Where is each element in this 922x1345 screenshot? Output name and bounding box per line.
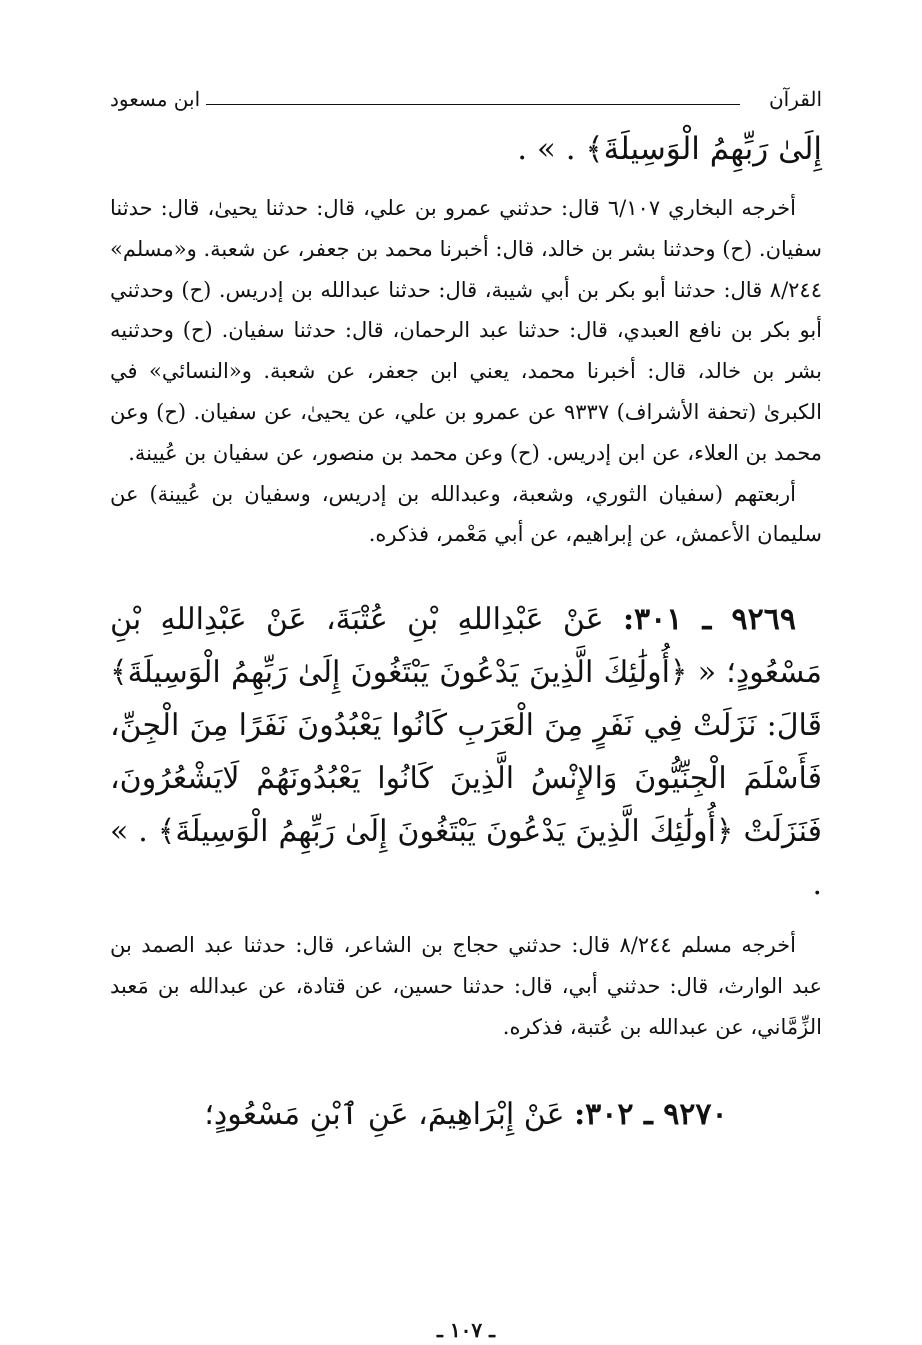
header-rule [206,104,740,105]
quran-verse-continuation: إِلَىٰ رَبِّهِمُ الْوَسِيلَةَ﴾ . » . [517,131,822,167]
header-author-name: ابن مسعود [110,87,201,111]
hadith-text: عَنْ عَبْدِاللهِ بْنِ عُتْبَةَ، عَنْ عَبْدِاللهِ بْنِ مَسْعُودٍ؛ « ﴿أُولَٰئِكَ الَّذِينَ يَدْعُونَ يَبْتَغُونَ إِلَىٰ رَبِّهِمُ الْوَسِيلَةَ﴾ قَالَ: نَزَلَتْ فِي نَفَرٍ مِنَ الْعَرَبِ كَانُوا يَعْبُدُونَ نَفَرًا مِنَ الْجِنِّ، فَأَسْلَمَ الْجِنِّيُّونَ وَالإِنْسُ الَّذِينَ كَانُوا يَعْبُدُونَهُمْ لَايَشْعُرُونَ، فَنَزَلَتْ ﴿أُولَٰئِكَ الَّذِينَ يَدْعُونَ يَبْتَغُونَ إِلَىٰ رَبِّهِمُ الْوَسِيلَةَ﴾ . » . [110,602,822,903]
takhrij-paragraph-1: أخرجه البخاري ٦/١٠٧ قال: حدثني عمرو بن علي، قال: حدثنا يحيىٰ، قال: حدثنا سفيان. (ح) وحدثنا بشر بن خالد، قال: أخبرنا محمد بن جعفر، عن شعبة. و«مسلم» ٨/٢٤٤ قال: حدثنا أبو بكر بن أبي شيبة، قال: حدثنا عبدالله بن إدريس. (ح) وحدثني أبو بكر بن نافع العبدي، قال: حدثنا عبد الرحمان، قال: حدثنا سفيان. (ح) وحدثنيه بشر بن خالد، قال: أخبرنا محمد، يعني ابن جعفر، عن شعبة. و«النسائي» في الكبرىٰ (تحفة الأشراف) ٩٣٣٧ عن عمرو بن علي، عن يحيىٰ، عن سفيان. (ح) وعن محمد بن العلاء، عن ابن إدريس. (ح) وعن محمد بن منصور، عن سفيان بن عُيينة. [110,196,822,465]
takhrij-paragraph-2: أربعتهم (سفيان الثوري، وشعبة، وعبدالله بن إدريس، وسفيان بن عُيينة) عن سليمان الأعمش، عن إبراهيم، عن أبي مَعْمر، فذكره. [110,481,822,547]
running-header [110,82,822,116]
hadith-9269 [110,593,822,911]
takhrij-paragraph-3: أخرجه مسلم ٨/٢٤٤ قال: حدثني حجاج بن الشاعر، قال: حدثنا عبد الصمد بن عبد الوارث، قال: حدثني أبي، قال: حدثنا حسين، عن قتادة، عن عبدالله بن مَعبد الزِّمَّاني، عن عبدالله بن عُتبة، فذكره. [110,933,822,1039]
hadith-number: ٩٢٦٩ ـ ٣٠١: [622,602,796,638]
hadith-9270 [110,1090,822,1140]
hadith-text: عَنْ إِبْرَاهِيمَ، عَنِ ٱبْنِ مَسْعُودٍ؛ [204,1096,565,1132]
page [110,82,822,1342]
header-section-title: القرآن [768,87,822,111]
hadith-number: ٩٢٧٠ ـ ٣٠٢: [574,1096,728,1132]
page-number: ـ ١٠٧ ـ [437,1318,495,1342]
